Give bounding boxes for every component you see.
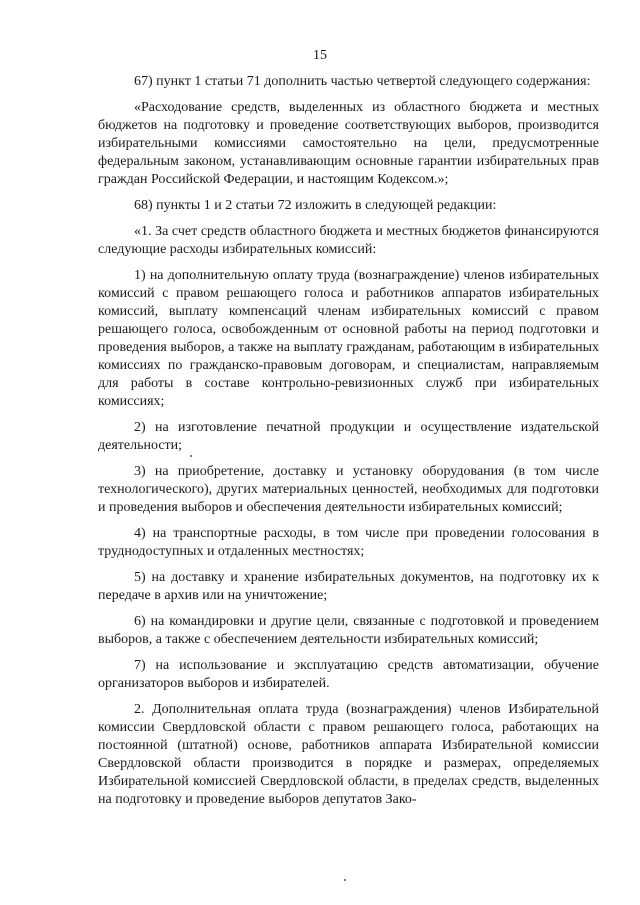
paragraph-clause-1: «1. За счет средств областного бюджета и местных бюджетов финансируются следующие расходы избирательных комиссий: (98, 224, 599, 257)
paragraph-subitem-4: 4) на транспортные расходы, в том числе при проведении голосования в труднодоступных и отдаленных местностях; (98, 526, 599, 559)
paragraph-subitem-1: 1) на дополнительную оплату труда (вознаграждение) членов избирательных комиссий с правом решающего голоса и работников аппаратов избирательных комиссий, выплату компенсаций членам избирательных комиссий с правом решающего голоса, освобожденным от основной работы на период подготовки и проведения выборов, а также на выплату гражданам, работающим в избирательных комиссиях по гражданско-правовым договорам, и специалистам, направляемым для работы в составе контрольно-ревизионных служб при избирательных комиссиях; (98, 268, 599, 409)
document-body (98, 73, 599, 817)
paragraph-subitem-6: 6) на командировки и другие цели, связанные с подготовкой и проведением выборов, а также с обеспечением деятельности избирательных комиссий; (98, 614, 599, 647)
paragraph-subitem-2: 2) на изготовление печатной продукции и осуществление издательской деятельности; (98, 420, 599, 453)
paragraph-quote-article-71: «Расходование средств, выделенных из областного бюджета и местных бюджетов на подготовку и проведение соответствующих выборов, производится избирательными комиссиями самостоятельно на цели, предусмотренные федеральным законом, устанавливающим основные гарантии избирательных прав граждан Российской Федерации, и настоящим Кодексом.»; (98, 100, 599, 187)
paragraph-subitem-5: 5) на доставку и хранение избирательных документов, на подготовку их к передаче в архив или на уничтожение; (98, 570, 599, 603)
paragraph-item-68: 68) пункты 1 и 2 статьи 72 изложить в следующей редакции: (134, 198, 497, 213)
paragraph-clause-2: 2. Дополнительная оплата труда (вознаграждения) членов Избирательной комиссии Свердловской области с правом решающего голоса, работающих на постоянной (штатной) основе, работников аппарата Избирательной комиссии Свердловской области производится в порядке и размерах, определяемых Избирательной комиссией Свердловской области, в пределах средств, выделенных на подготовку и проведение выборов депутатов Зако- (98, 702, 599, 807)
paragraph-subitem-7: 7) на использование и эксплуатацию средств автоматизации, обучение организаторов выборов и избирателей. (98, 658, 599, 691)
paragraph-item-67: 67) пункт 1 статьи 71 дополнить частью четвертой следующего содержания: (134, 74, 591, 89)
paragraph-subitem-3: 3) на приобретение, доставку и установку оборудования (в том числе технологического), других материальных ценностей, необходимых для подготовки и проведения выборов и обеспечения деятельности избирательных комиссий; (98, 464, 599, 515)
page-number: 15 (313, 48, 327, 63)
scan-speck (344, 879, 346, 881)
scan-speck (190, 455, 192, 457)
